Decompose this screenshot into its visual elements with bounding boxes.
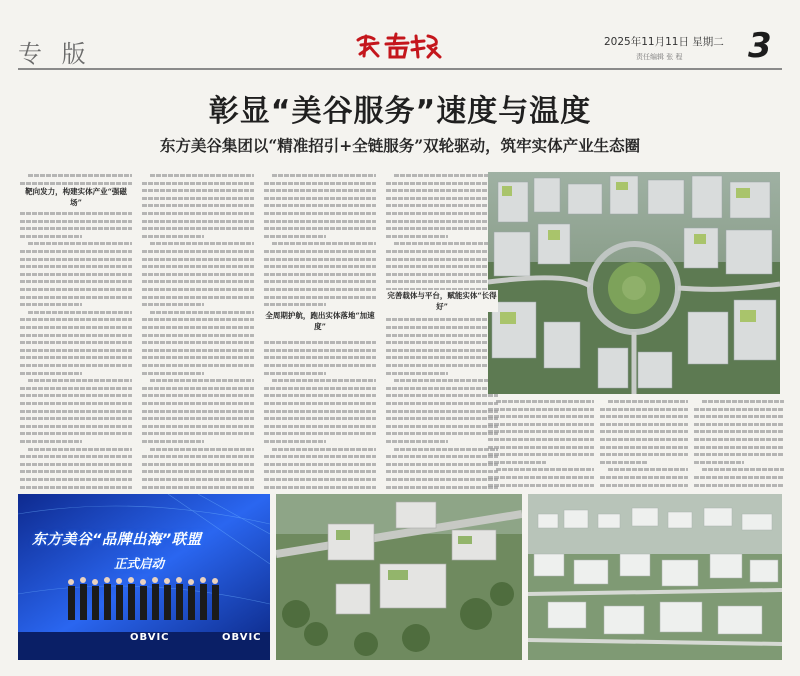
body-text-texture [488,398,594,490]
body-column [20,172,132,490]
body-column [386,172,498,494]
section-label: 专 版 [18,40,92,68]
body-text-texture [694,398,784,490]
body-column [600,398,688,490]
aerial-industrial-park-photo [488,172,780,394]
page-number: 3 [748,26,772,66]
section-subtitle: 完善载体与平台，赋能实体“长得好” [387,291,497,311]
masthead-divider [18,68,782,70]
body-column [264,172,376,490]
body-column [142,172,254,490]
issue-date: 2025年11月11日 星期二 [604,36,724,48]
event-banner-subtitle: 正式启动 [114,556,165,571]
body-text-texture [386,172,498,494]
body-text-texture [142,172,254,490]
body-column [488,398,594,490]
campus-rendering-photo [276,494,522,660]
event-logo-left: OBVIC [130,632,170,643]
event-logo-right: OBVIC [222,632,262,643]
headline: 彰显“美谷服务”速度与温度 [208,94,592,129]
editor-credit: 责任编辑 张 程 [636,53,683,61]
section-subtitle: 靶向发力，构建实体产业“强磁场” [20,186,132,208]
event-banner-title: 东方美谷“品牌出海”联盟 [32,532,202,548]
launch-event-photo [18,494,270,660]
subheadline: 东方美谷集团以“精准招引+全链服务”双轮驱动，筑牢实体产业生态圈 [159,136,641,155]
body-column [694,398,784,490]
body-text-texture [600,398,688,490]
newspaper-calligraphy-logo [352,30,446,60]
section-subtitle: 全周期护航，跑出实体落地“加速度” [265,311,375,331]
body-text-texture [20,172,132,490]
industrial-park-aerial-photo [528,494,782,660]
